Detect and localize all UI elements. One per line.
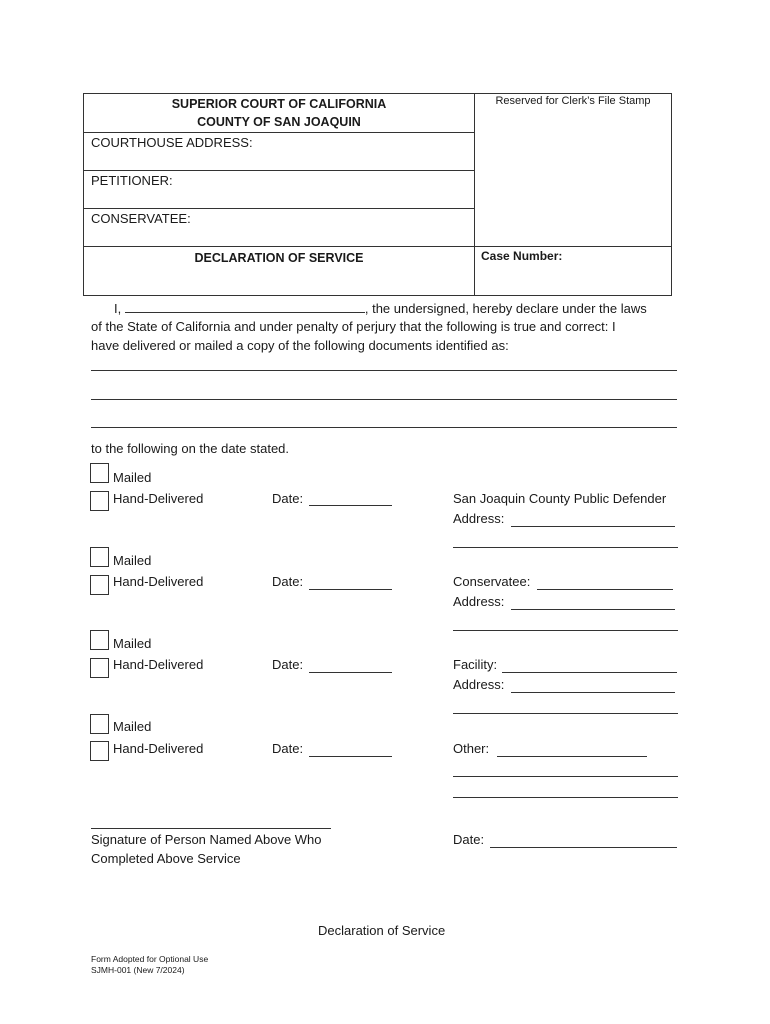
hand-delivered-label: Hand-Delivered: [113, 491, 204, 506]
date-label: Date:: [272, 574, 304, 589]
mailed-label: Mailed: [113, 470, 152, 485]
address-field[interactable]: [511, 609, 675, 610]
date-field[interactable]: [309, 589, 392, 590]
caption-rule: [84, 170, 474, 171]
documents-line-1[interactable]: [91, 370, 677, 371]
other-recipient-field[interactable]: [497, 756, 647, 757]
caption-rule: [84, 132, 474, 133]
address-field[interactable]: [511, 692, 675, 693]
courthouse-address-label: COURTHOUSE ADDRESS:: [91, 135, 253, 150]
clerk-stamp-label: Reserved for Clerk’s File Stamp: [495, 95, 651, 107]
recipient-other: Other:: [453, 741, 490, 756]
mailed-checkbox[interactable]: [90, 714, 109, 734]
hand-delivered-checkbox[interactable]: [90, 658, 109, 678]
signature-caption-line2: Completed Above Service: [91, 851, 241, 866]
other-address-line1[interactable]: [453, 776, 678, 777]
documents-line-2[interactable]: [91, 399, 677, 400]
declarant-prefix: I,: [114, 301, 122, 316]
hand-delivered-checkbox[interactable]: [90, 741, 109, 761]
hand-delivered-label: Hand-Delivered: [113, 657, 204, 672]
caption-rule: [84, 208, 474, 209]
date-label: Date:: [272, 491, 304, 506]
mailed-checkbox[interactable]: [90, 463, 109, 483]
to-following-text: to the following on the date stated.: [91, 441, 290, 456]
form-adoption-note: Form Adopted for Optional Use: [91, 954, 209, 964]
date-field[interactable]: [309, 756, 392, 757]
recipient-conservatee: Conservatee:: [453, 574, 531, 589]
address-field-line2[interactable]: [453, 547, 678, 548]
conservatee-label: CONSERVATEE:: [91, 211, 191, 226]
hand-delivered-checkbox[interactable]: [90, 575, 109, 595]
caption-divider: [474, 94, 475, 296]
declaration-line1-text: , the undersigned, hereby declare under the laws: [364, 301, 647, 316]
address-field-line2[interactable]: [453, 713, 678, 714]
footer-title: Declaration of Service: [318, 923, 446, 938]
address-label: Address:: [453, 677, 505, 692]
signature-date-label: Date:: [453, 832, 485, 847]
caption-box: [83, 93, 672, 296]
declarant-name-field[interactable]: [125, 298, 365, 313]
address-label: Address:: [453, 594, 505, 609]
court-name-line2: COUNTY OF SAN JOAQUIN: [197, 115, 361, 129]
other-address-line2[interactable]: [453, 797, 678, 798]
declaration-line1: [114, 298, 647, 319]
recipient-facility: Facility:: [453, 657, 498, 672]
hand-delivered-label: Hand-Delivered: [113, 574, 204, 589]
caption-rule: [84, 246, 672, 247]
document-title: DECLARATION OF SERVICE: [194, 251, 364, 265]
documents-line-3[interactable]: [91, 427, 677, 428]
date-field[interactable]: [309, 505, 392, 506]
case-number-label: Case Number:: [481, 249, 563, 263]
hand-delivered-label: Hand-Delivered: [113, 741, 204, 756]
address-field[interactable]: [511, 526, 675, 527]
mailed-checkbox[interactable]: [90, 630, 109, 650]
petitioner-label: PETITIONER:: [91, 173, 173, 188]
mailed-checkbox[interactable]: [90, 547, 109, 567]
date-label: Date:: [272, 741, 304, 756]
declaration-line3: have delivered or mailed a copy of the following documents identified as:: [91, 338, 509, 353]
conservatee-name-field[interactable]: [537, 589, 673, 590]
date-label: Date:: [272, 657, 304, 672]
court-name-line1: SUPERIOR COURT OF CALIFORNIA: [171, 97, 387, 111]
signature-date-field[interactable]: [490, 847, 677, 848]
declaration-line2: of the State of California and under penalty of perjury that the following is true and correct: I: [91, 319, 616, 334]
mailed-label: Mailed: [113, 719, 152, 734]
mailed-label: Mailed: [113, 636, 152, 651]
signature-caption-line1: Signature of Person Named Above Who: [91, 832, 322, 847]
recipient-public-defender: San Joaquin County Public Defender: [453, 491, 667, 506]
mailed-label: Mailed: [113, 553, 152, 568]
hand-delivered-checkbox[interactable]: [90, 491, 109, 511]
address-field-line2[interactable]: [453, 630, 678, 631]
date-field[interactable]: [309, 672, 392, 673]
signature-field[interactable]: [91, 828, 331, 829]
form-number: SJMH-001 (New 7/2024): [91, 965, 185, 975]
address-label: Address:: [453, 511, 505, 526]
facility-name-field[interactable]: [502, 672, 677, 673]
